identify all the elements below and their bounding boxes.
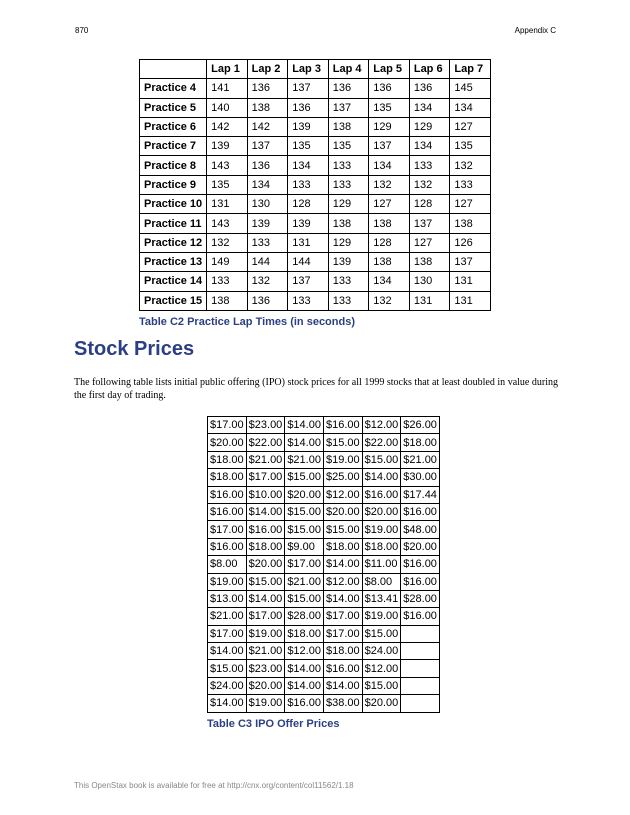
table-cell: $15.00 [285,503,324,520]
table-cell: $20.00 [401,538,440,555]
table-cell: $21.00 [246,643,285,660]
table-cell: $20.00 [246,677,285,694]
table-cell: 134 [247,175,288,194]
table-cell: $15.00 [323,521,362,538]
table-cell: 137 [288,79,329,98]
table-cell: 135 [288,137,329,156]
table-cell: 135 [369,98,410,117]
table-cell: $18.00 [362,538,401,555]
table-cell: $22.00 [246,434,285,451]
table-cell: $16.00 [208,538,247,555]
table-cell: 134 [369,272,410,291]
table-cell: 144 [247,252,288,271]
table-cell: $14.00 [323,590,362,607]
table-row [140,233,491,252]
table-cell: 136 [247,79,288,98]
table-cell: $12.00 [323,573,362,590]
table-cell: 140 [207,98,248,117]
table-cell: $17.00 [246,469,285,486]
table-cell [401,695,440,712]
table-cell: 138 [450,214,491,233]
table-cell: $38.00 [323,695,362,712]
row-header: Practice 9 [140,175,207,194]
table-row [208,417,440,434]
table-cell: $16.00 [401,608,440,625]
table-cell: $18.00 [208,451,247,468]
table-row [208,573,440,590]
table-cell: 133 [207,272,248,291]
table-cell: 137 [328,98,369,117]
table-cell: $18.00 [208,469,247,486]
table-cell: 133 [288,291,329,310]
table-cell: 137 [288,272,329,291]
table-cell: $14.00 [285,417,324,434]
section-intro: The following table lists initial public offering (IPO) stock prices for all 1999 stocks that at least doubled in value during the first day of trading. [74,377,558,401]
table-cell: 134 [369,156,410,175]
running-header: Appendix C [514,26,556,35]
table-cell: $14.00 [323,677,362,694]
table-cell: $16.00 [362,486,401,503]
lap-times-table [139,59,491,311]
table-cell: 132 [369,175,410,194]
table-cell: $15.00 [362,625,401,642]
table-cell: $11.00 [362,556,401,573]
table-row [140,156,491,175]
column-header: Lap 6 [409,60,450,79]
column-header: Lap 5 [369,60,410,79]
table-cell: 138 [328,117,369,136]
table-cell: 126 [450,233,491,252]
table-cell: $18.00 [285,625,324,642]
column-header [140,60,207,79]
table-cell: $16.00 [401,573,440,590]
table-cell: $14.00 [208,695,247,712]
table-cell: 137 [450,252,491,271]
table-cell: $18.00 [401,434,440,451]
table-cell: 129 [409,117,450,136]
table-cell: $16.00 [401,556,440,573]
table-cell: $23.00 [246,660,285,677]
table-cell: $13.41 [362,590,401,607]
table-cell: 144 [288,252,329,271]
row-header: Practice 10 [140,195,207,214]
table-cell: $14.00 [285,660,324,677]
ipo-prices-table [207,416,440,713]
table-row [140,195,491,214]
table-cell: $20.00 [285,486,324,503]
row-header: Practice 14 [140,272,207,291]
table-cell: 134 [409,137,450,156]
table-cell: $23.00 [246,417,285,434]
table-cell [401,677,440,694]
table-cell: $17.00 [208,417,247,434]
footer-note: This OpenStax book is available for free at http://cnx.org/content/col11562/1.18 [74,781,354,790]
table-cell: $18.00 [323,538,362,555]
table-cell: $21.00 [401,451,440,468]
table-cell: $25.00 [323,469,362,486]
table-cell: $19.00 [362,521,401,538]
lap-table-caption: Table C2 Practice Lap Times (in seconds) [139,316,355,328]
table-row [140,117,491,136]
table-cell: 131 [288,233,329,252]
table-cell: 129 [328,233,369,252]
table-cell: 136 [409,79,450,98]
table-cell: $8.00 [362,573,401,590]
table-cell: 127 [409,233,450,252]
table-cell: 133 [328,291,369,310]
column-header: Lap 1 [207,60,248,79]
table-cell: $26.00 [401,417,440,434]
row-header: Practice 11 [140,214,207,233]
table-cell: $22.00 [362,434,401,451]
table-cell: 132 [207,233,248,252]
table-cell: 134 [409,98,450,117]
table-cell: $16.00 [323,660,362,677]
ipo-table-caption: Table C3 IPO Offer Prices [207,718,340,730]
table-cell: $19.00 [323,451,362,468]
table-cell: 131 [207,195,248,214]
table-cell: 138 [328,214,369,233]
table-cell: 132 [369,291,410,310]
table-cell: $21.00 [285,451,324,468]
table-cell: $17.44 [401,486,440,503]
table-row [140,98,491,117]
table-cell: $15.00 [323,434,362,451]
table-cell: $17.00 [208,625,247,642]
table-cell: 149 [207,252,248,271]
table-cell: 131 [409,291,450,310]
table-cell: $24.00 [208,677,247,694]
table-header-row [140,60,491,79]
table-cell: $17.00 [208,521,247,538]
table-cell: 142 [207,117,248,136]
table-cell: $14.00 [285,434,324,451]
table-cell: 139 [328,252,369,271]
table-row [140,291,491,310]
column-header: Lap 7 [450,60,491,79]
table-row [208,695,440,712]
table-cell: $15.00 [362,677,401,694]
table-row [208,434,440,451]
table-cell: 136 [369,79,410,98]
table-cell: 127 [450,117,491,136]
table-cell: $12.00 [362,417,401,434]
table-cell: $15.00 [285,521,324,538]
table-row [208,608,440,625]
table-cell: $12.00 [323,486,362,503]
table-cell: 135 [328,137,369,156]
table-row [140,252,491,271]
table-cell: 129 [369,117,410,136]
column-header: Lap 2 [247,60,288,79]
table-cell: $19.00 [246,625,285,642]
table-cell: 132 [450,156,491,175]
table-row [208,486,440,503]
table-cell: 133 [328,156,369,175]
table-cell: $20.00 [362,695,401,712]
column-header: Lap 3 [288,60,329,79]
table-cell: 139 [288,117,329,136]
table-cell: $19.00 [362,608,401,625]
row-header: Practice 7 [140,137,207,156]
table-cell: $20.00 [362,503,401,520]
table-cell: $17.00 [246,608,285,625]
table-row [208,503,440,520]
table-cell: 142 [247,117,288,136]
table-cell: $18.00 [246,538,285,555]
table-row [140,272,491,291]
table-cell: 133 [247,233,288,252]
table-cell [401,643,440,660]
table-row [208,521,440,538]
table-cell: 135 [207,175,248,194]
table-cell: $15.00 [208,660,247,677]
table-cell: $14.00 [246,503,285,520]
table-row [208,643,440,660]
table-cell: 138 [207,291,248,310]
table-cell: 138 [247,98,288,117]
table-cell: 141 [207,79,248,98]
table-cell: $20.00 [208,434,247,451]
row-header: Practice 8 [140,156,207,175]
table-cell: $19.00 [208,573,247,590]
table-cell: $16.00 [208,503,247,520]
table-cell: 130 [409,272,450,291]
table-cell: 143 [207,156,248,175]
table-cell: $14.00 [246,590,285,607]
table-cell: 133 [328,272,369,291]
table-cell: $16.00 [285,695,324,712]
table-cell: 139 [207,137,248,156]
table-cell: 132 [409,175,450,194]
table-cell: $9.00 [285,538,324,555]
table-cell: 138 [409,252,450,271]
row-header: Practice 5 [140,98,207,117]
column-header: Lap 4 [328,60,369,79]
table-cell: 135 [450,137,491,156]
table-cell: $16.00 [323,417,362,434]
table-cell: $15.00 [285,469,324,486]
table-row [208,590,440,607]
table-cell: $14.00 [362,469,401,486]
row-header: Practice 6 [140,117,207,136]
table-cell: $12.00 [362,660,401,677]
table-cell: 128 [409,195,450,214]
table-cell: $15.00 [246,573,285,590]
table-cell [401,625,440,642]
table-cell: 129 [328,195,369,214]
table-cell: $12.00 [285,643,324,660]
table-cell: 133 [288,175,329,194]
table-row [208,556,440,573]
table-cell: $28.00 [401,590,440,607]
table-row [208,538,440,555]
table-cell: 143 [207,214,248,233]
section-title: Stock Prices [74,338,195,360]
table-cell: $14.00 [208,643,247,660]
table-cell: 136 [247,156,288,175]
table-cell: $10.00 [246,486,285,503]
table-cell: $21.00 [246,451,285,468]
table-cell: $18.00 [323,643,362,660]
table-cell: 137 [369,137,410,156]
table-cell: $17.00 [323,608,362,625]
table-cell: 128 [288,195,329,214]
table-cell: $8.00 [208,556,247,573]
table-cell: $19.00 [246,695,285,712]
table-cell: 133 [328,175,369,194]
table-cell: 138 [369,252,410,271]
table-cell: $17.00 [323,625,362,642]
table-row [208,677,440,694]
table-cell: $13.00 [208,590,247,607]
table-cell: 136 [288,98,329,117]
table-cell: 127 [369,195,410,214]
table-cell: $14.00 [285,677,324,694]
table-cell: $28.00 [285,608,324,625]
table-cell: $15.00 [285,590,324,607]
table-cell: 139 [288,214,329,233]
table-cell: 138 [369,214,410,233]
table-cell: 139 [247,214,288,233]
table-cell: $30.00 [401,469,440,486]
table-cell: $20.00 [323,503,362,520]
table-cell: $14.00 [323,556,362,573]
table-cell: $16.00 [246,521,285,538]
table-cell: 137 [247,137,288,156]
table-cell: 131 [450,272,491,291]
table-cell: $48.00 [401,521,440,538]
table-cell: $24.00 [362,643,401,660]
table-row [208,451,440,468]
table-cell: 134 [450,98,491,117]
table-row [140,137,491,156]
table-cell: $16.00 [208,486,247,503]
row-header: Practice 15 [140,291,207,310]
table-cell: $21.00 [208,608,247,625]
table-cell [401,660,440,677]
table-cell: 137 [409,214,450,233]
table-row [140,214,491,233]
table-cell: 128 [369,233,410,252]
table-cell: 136 [247,291,288,310]
table-cell: 127 [450,195,491,214]
table-cell: 136 [328,79,369,98]
table-row [208,469,440,486]
row-header: Practice 4 [140,79,207,98]
table-row [140,175,491,194]
page-number: 870 [75,26,89,35]
table-cell: $17.00 [285,556,324,573]
table-cell: 131 [450,291,491,310]
table-cell: 132 [247,272,288,291]
row-header: Practice 13 [140,252,207,271]
table-cell: 145 [450,79,491,98]
table-cell: 130 [247,195,288,214]
table-row [208,625,440,642]
table-row [140,79,491,98]
table-row [208,660,440,677]
table-cell: 134 [288,156,329,175]
table-cell: 133 [450,175,491,194]
row-header: Practice 12 [140,233,207,252]
table-cell: 133 [409,156,450,175]
table-cell: $15.00 [362,451,401,468]
table-cell: $16.00 [401,503,440,520]
table-cell: $20.00 [246,556,285,573]
table-cell: $21.00 [285,573,324,590]
